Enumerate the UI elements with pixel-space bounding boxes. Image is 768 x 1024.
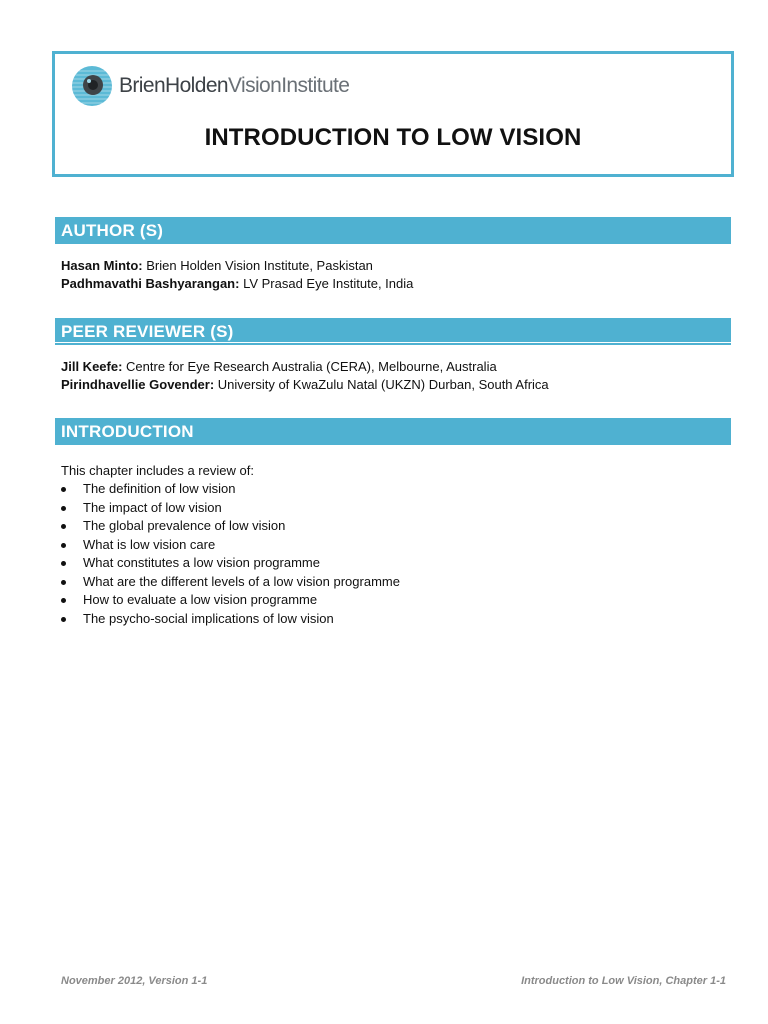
document-title: INTRODUCTION TO LOW VISION — [204, 124, 582, 151]
logo-wordmark — [119, 74, 349, 98]
list-item-text: The definition of low vision — [83, 481, 236, 496]
bullet-icon — [61, 487, 66, 492]
reviewer-name: Jill Keefe: — [61, 359, 123, 374]
author-affiliation: Brien Holden Vision Institute, Paskistan — [142, 258, 373, 273]
review-topics-list — [61, 481, 400, 629]
list-item — [61, 537, 400, 556]
author-affiliation: LV Prasad Eye Institute, India — [239, 276, 414, 291]
reviewer-affiliation: Centre for Eye Research Australia (CERA), Melbourne, Australia — [122, 359, 497, 374]
author-entry — [61, 258, 373, 274]
bullet-icon — [61, 561, 66, 566]
bullet-icon — [61, 598, 66, 603]
reviewer-entry — [61, 377, 549, 393]
list-item-text: The psycho-social implications of low vision — [83, 610, 334, 626]
list-item — [61, 500, 400, 519]
footer-date-version: November 2012, Version 1-1 — [61, 975, 208, 987]
list-item — [61, 518, 400, 537]
list-item-text: What are the different levels of a low vision programme — [83, 573, 400, 589]
introduction-heading: INTRODUCTION — [55, 418, 731, 445]
author-name: Hasan Minto: — [61, 258, 143, 273]
header-box — [52, 51, 734, 177]
institute-logo — [71, 64, 349, 108]
introduction-lead: This chapter includes a review of: — [61, 463, 254, 478]
logo-name-part1: BrienHolden — [119, 74, 228, 97]
eye-logo-icon — [71, 65, 113, 107]
list-item — [61, 574, 400, 593]
author-name: Padhmavathi Bashyarangan: — [61, 276, 240, 291]
authors-heading: AUTHOR (S) — [55, 217, 731, 244]
list-item — [61, 592, 400, 611]
list-item-text: The impact of low vision — [83, 499, 222, 515]
list-item-text: What constitutes a low vision programme — [83, 555, 320, 570]
bullet-icon — [61, 543, 66, 548]
author-entry — [61, 276, 413, 292]
list-item-text: The global prevalence of low vision — [83, 518, 286, 533]
bullet-icon — [61, 506, 66, 511]
reviewers-heading: PEER REVIEWER (S) — [55, 318, 731, 345]
footer-chapter: Introduction to Low Vision, Chapter 1-1 — [521, 975, 726, 987]
logo-name-part2: VisionInstitute — [227, 74, 350, 97]
bullet-icon — [61, 580, 66, 585]
list-item-text: How to evaluate a low vision programme — [83, 592, 318, 607]
list-item — [61, 555, 400, 574]
list-item — [61, 481, 400, 500]
list-item — [61, 611, 400, 630]
bullet-icon — [61, 524, 66, 529]
bullet-icon — [61, 617, 66, 622]
list-item-text: What is low vision care — [83, 536, 216, 552]
reviewer-name: Pirindhavellie Govender: — [61, 377, 215, 392]
reviewer-affiliation: University of KwaZulu Natal (UKZN) Durban, South Africa — [214, 377, 549, 392]
reviewer-entry — [61, 359, 497, 375]
